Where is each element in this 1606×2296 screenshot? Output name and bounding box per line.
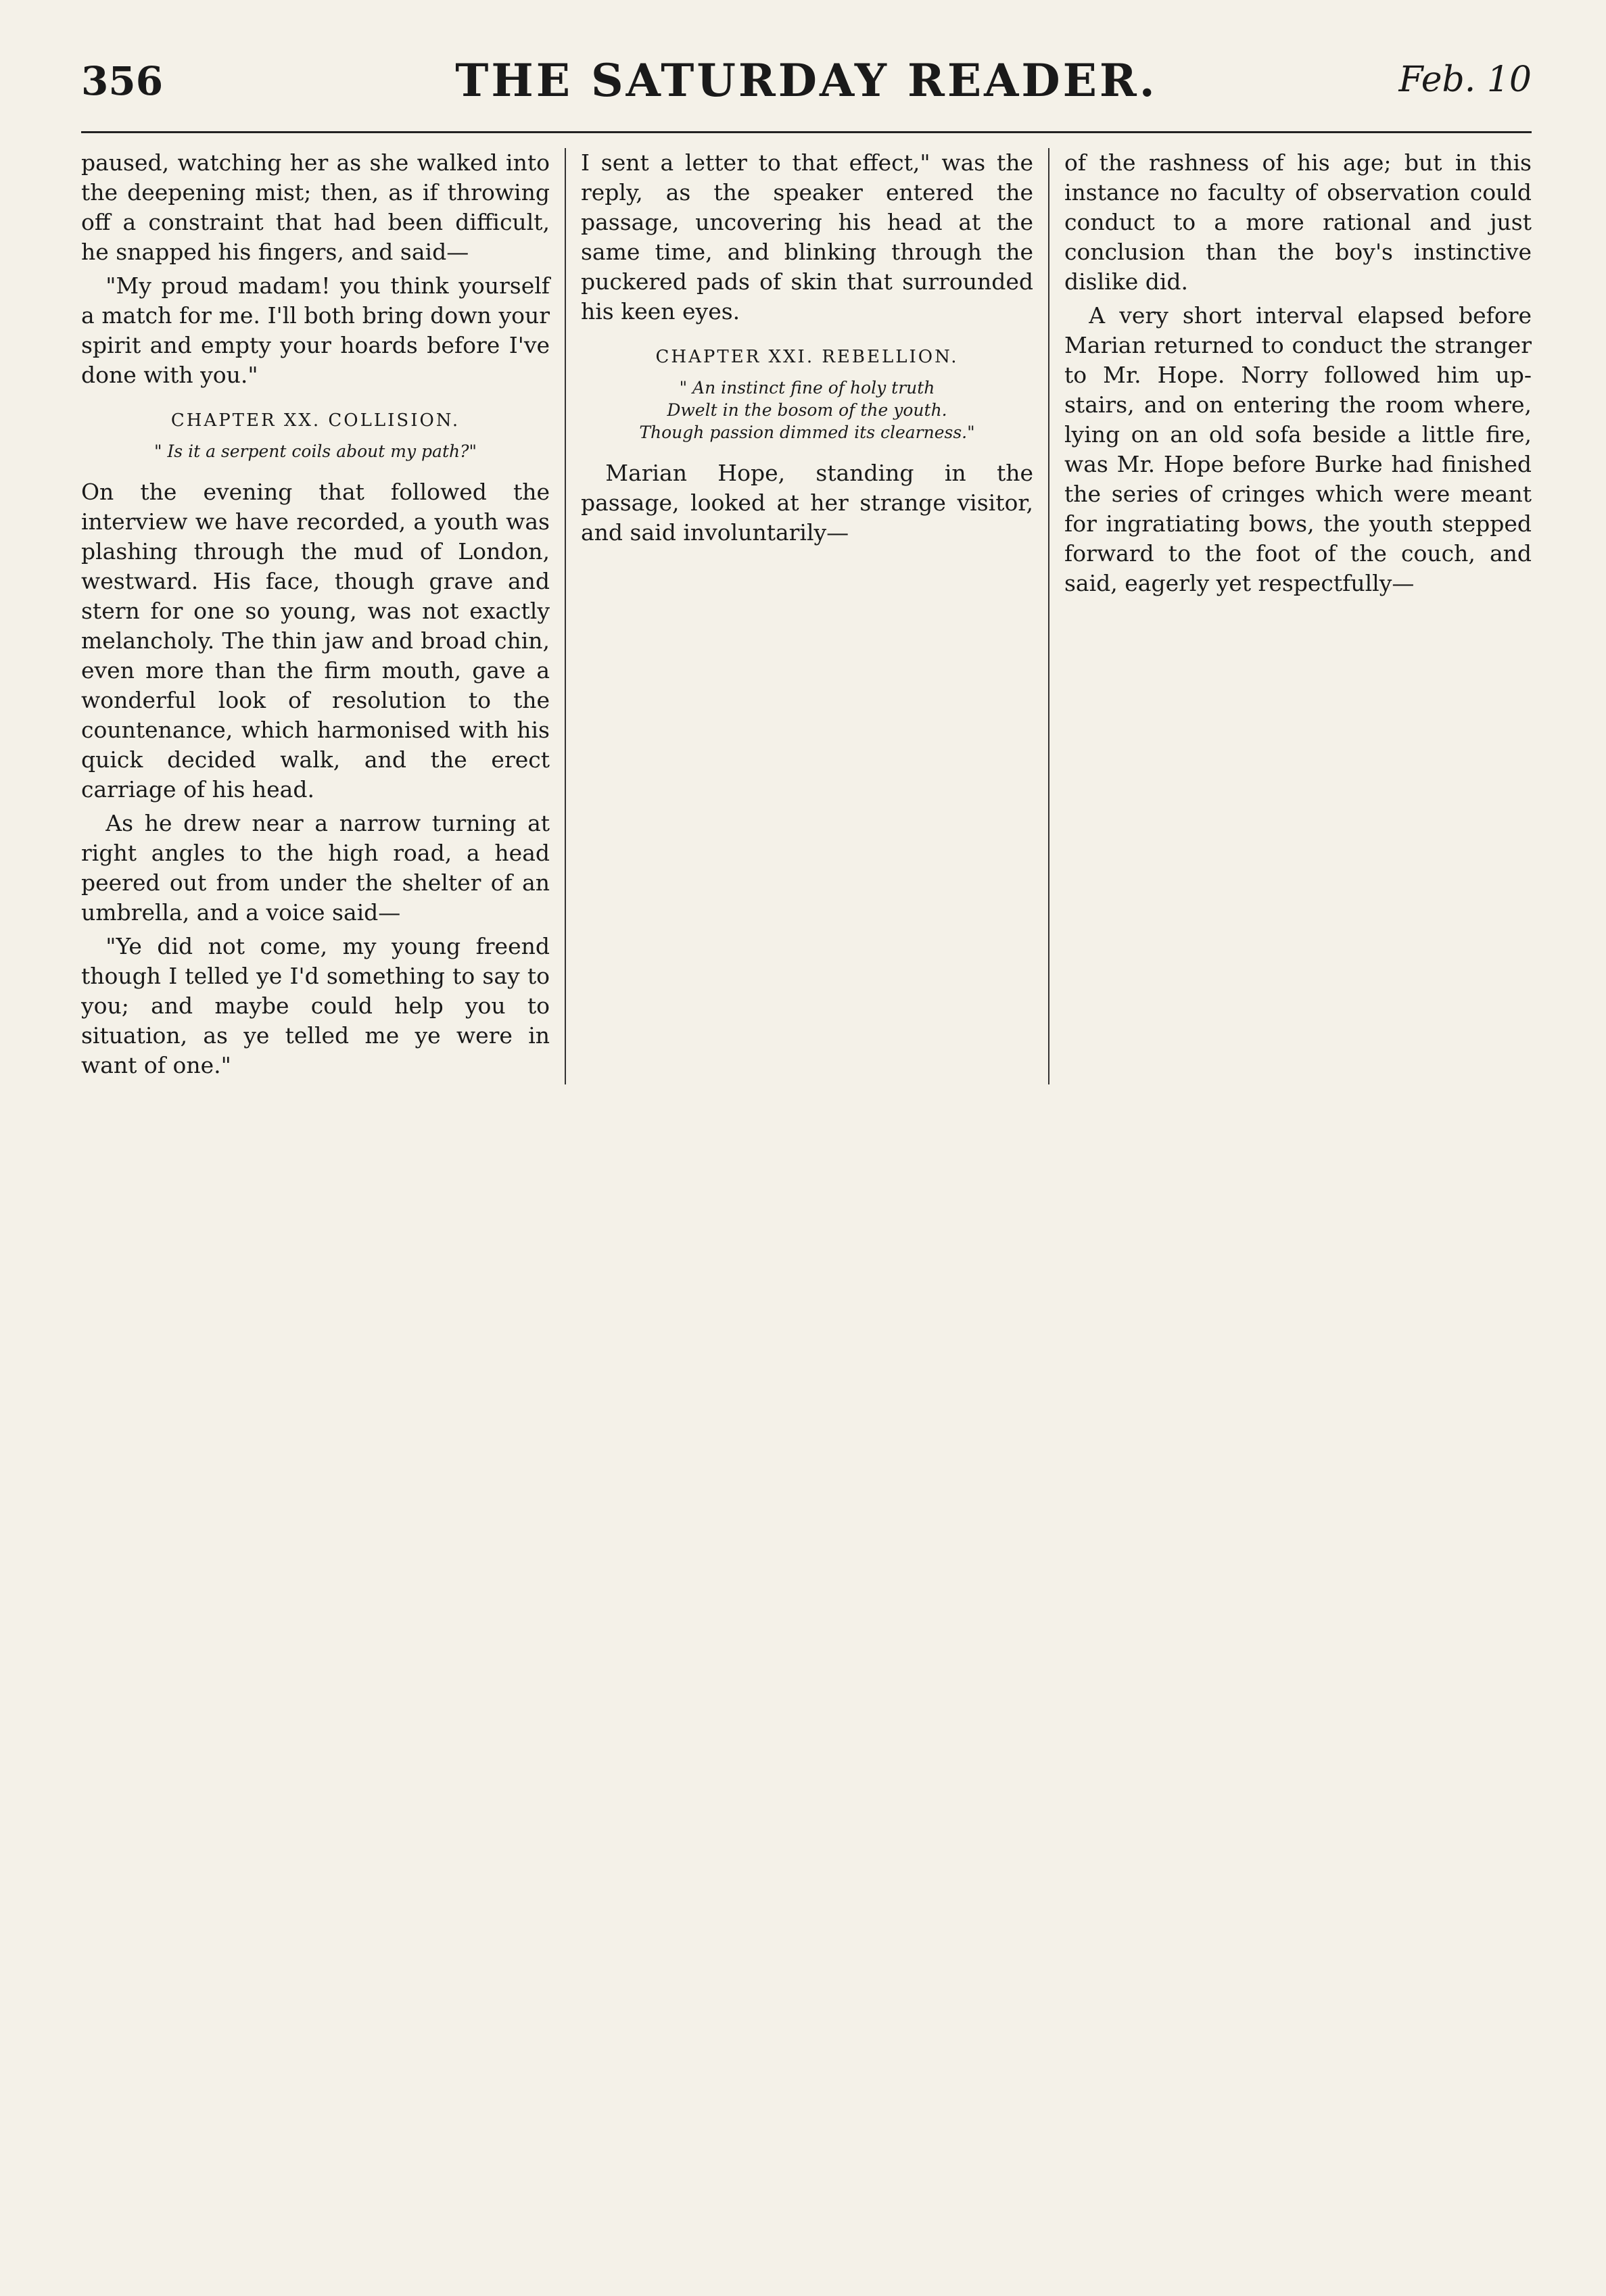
paragraph: paused, watching her as she walked into the deepening mist; then, as if throwing off a constraint that had been difficult, he snapped his fingers, and said—	[81, 149, 550, 265]
paragraph: Marian Hope, standing in the passage, looked at her strange visitor, and said involuntarily—	[581, 460, 1033, 546]
paragraph: "My proud madam! you think yourself a match for me. I'll both bring down your spirit and empty your hoards before I've done with you."	[81, 272, 550, 388]
paragraph: As he drew near a narrow turning at right angles to the high road, a head peered out from under the shelter of an umbrella, and a voice said—	[81, 810, 550, 926]
page-number: 356	[81, 58, 164, 104]
epigraph-line: " An instinct fine of holy truth	[679, 378, 935, 398]
paragraph: of the rashness of his age; but in this instance no faculty of observation could conduct to a more rational and just conclusion than the boy's instinctive dislike did.	[1064, 149, 1532, 295]
paragraph: "Ye did not come, my young freend though I telled ye I'd something to say to you; and maybe could help you to situation, as ye telled me ye were in want of one."	[81, 933, 550, 1078]
column-2	[565, 148, 1048, 1084]
chapter-20-epigraph: " Is it a serpent coils about my path?"	[153, 441, 477, 461]
chapter-21-title: CHAPTER XXI. REBELLION.	[655, 347, 959, 367]
issue-date: Feb. 10	[1398, 59, 1532, 100]
header-rule	[81, 131, 1532, 133]
paragraph: A very short interval elapsed before Marian returned to conduct the stranger to Mr. Hope. Norry followed him up-stairs, and on entering the room where, lying on an old sofa beside a little fire, was Mr. Hope before Burke had finished the series of cringes which were meant for ingratiating bows, the youth stepped forward to the foot of the couch, and said, eagerly yet respectfully—	[1064, 302, 1532, 596]
paragraph: I sent a letter to that effect," was the reply, as the speaker entered the passage, uncovering his head at the same time, and blinking through the puckered pads of skin that surrounded his keen eyes.	[581, 149, 1033, 325]
column-1	[81, 148, 565, 1084]
chapter-20-title: CHAPTER XX. COLLISION.	[170, 410, 460, 431]
masthead: THE SATURDAY READER.	[455, 54, 1158, 107]
paragraph: On the evening that followed the interview we have recorded, a youth was plashing through the mud of London, westward. His face, though grave and stern for one so young, was not exactly melancholy. The thin jaw and broad chin, even more than the firm mouth, gave a wonderful look of resolution to the countenance, which harmonised with his quick decided walk, and the erect carriage of his head.	[81, 479, 550, 803]
column-3	[1048, 148, 1532, 1084]
page-header	[81, 41, 1532, 128]
text-columns	[81, 148, 1532, 1084]
epigraph-line: Though passion dimmed its clearness."	[639, 423, 975, 442]
epigraph-line: Dwelt in the bosom of the youth.	[667, 400, 947, 420]
chapter-21-epigraph	[581, 377, 1033, 444]
